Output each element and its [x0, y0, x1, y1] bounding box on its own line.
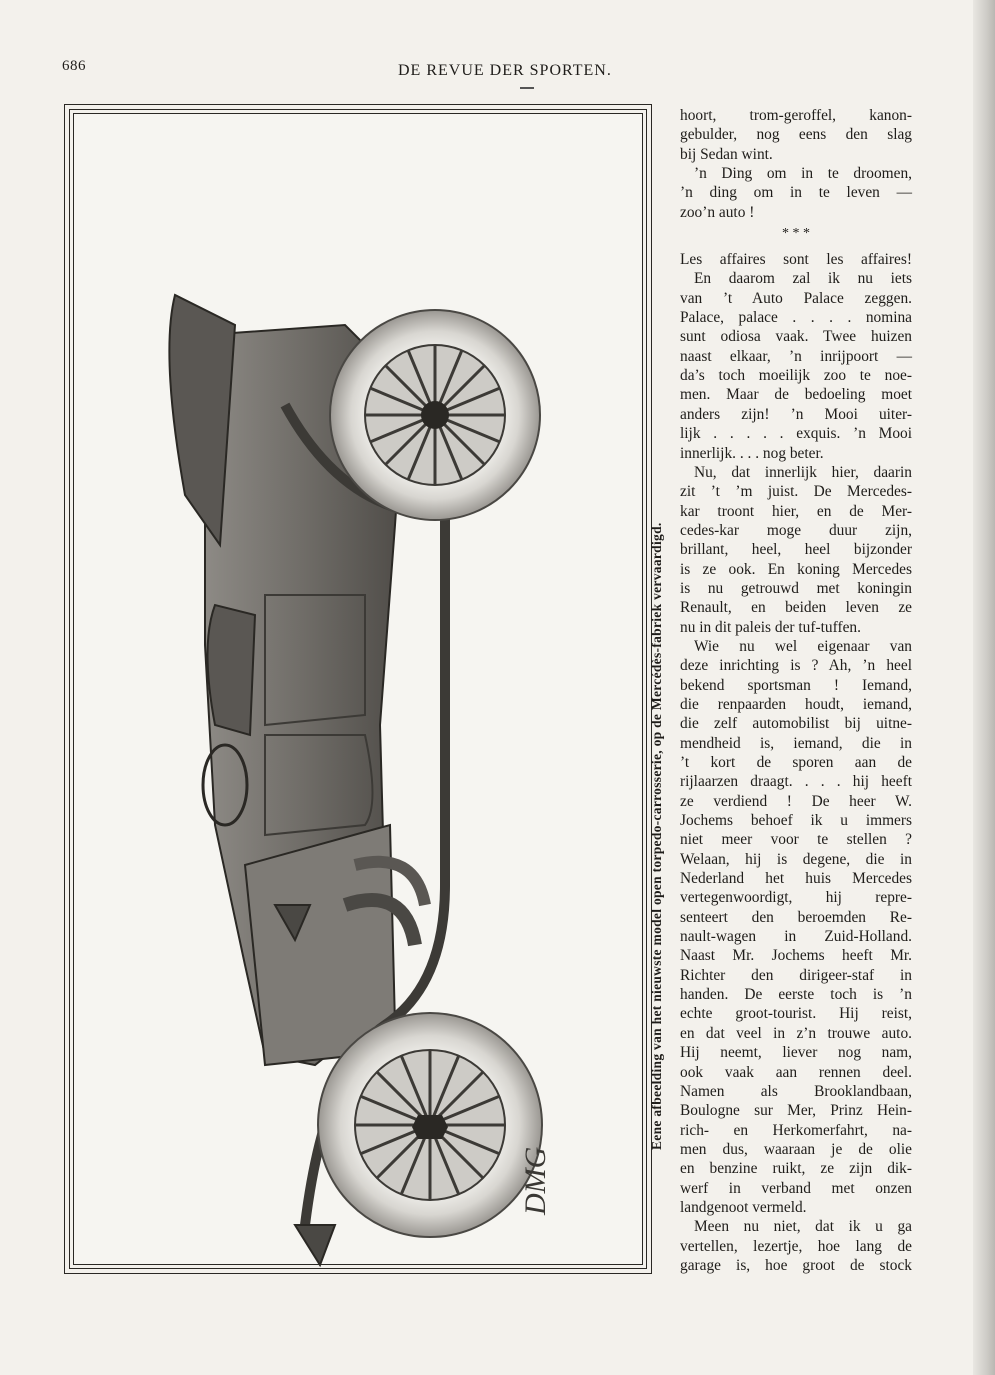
line: deze inrichting is ? Ah, ’n heel [680, 657, 912, 675]
line: en dat veel in z’n trouwe auto. [680, 1024, 912, 1042]
line: van ’t Auto Palace zeggen. [680, 289, 912, 307]
line: innerlijk. . . . nog beter. [680, 444, 824, 462]
line: niet meer voor te stellen ? [680, 831, 912, 849]
line: Welaan, hij is degene, die in [680, 850, 912, 868]
line: ’n Ding om in te droomen, [694, 165, 912, 183]
line: lijk . . . . . exquis. ’n Mooi [680, 425, 912, 443]
paragraph-5 [680, 637, 912, 1217]
section-separator: * * * [782, 226, 810, 242]
line: Jochems behoef ik u immers [680, 812, 912, 830]
line: bekend sportsman ! Iemand, [680, 676, 912, 694]
line: rich- en Herkomerfahrt, na- [680, 1121, 912, 1139]
line: hoort, trom-geroffel, kanon- [680, 107, 912, 124]
page-edge [973, 0, 995, 1375]
running-head: DE REVUE DER SPORTEN. [398, 62, 612, 79]
line: men. Maar de bedoeling moet [680, 386, 912, 404]
paragraph-6 [680, 1217, 912, 1275]
line: gebulder, nog eens den slag [680, 126, 912, 144]
line: ’t kort de sporen aan de [680, 754, 912, 771]
line: kar troont hier, en de Mer- [680, 502, 912, 520]
line: vertellen, lezertje, hoe lang de [680, 1237, 912, 1255]
line: Boulogne sur Mer, Prinz Hein- [680, 1102, 912, 1120]
line: brillant, heel, heel bijzonder [680, 541, 912, 559]
line: zoo’n auto ! [680, 203, 755, 221]
line: garage is, hoe groot de stock [680, 1256, 912, 1274]
line: sunt odiosa vaak. Twee huizen [680, 328, 912, 346]
front-wheel [318, 1013, 542, 1237]
paragraph-3 [680, 250, 912, 463]
line: werf in verband met onzen [680, 1179, 912, 1197]
line: Nu, dat innerlijk hier, daarin [694, 463, 912, 481]
page-number: 686 [62, 58, 86, 74]
car-illustration [145, 265, 585, 1275]
line: Hij neemt, liever nog nam, [680, 1044, 912, 1062]
line: echte groot-tourist. Hij reist, [680, 1005, 912, 1023]
line: is nu getrouwd met koningin [680, 579, 912, 597]
line: cedes-kar moge duur zijn, [680, 521, 912, 539]
line: Naast Mr. Jochems heeft Mr. [680, 947, 912, 965]
line: men dus, waaraan je de olie [680, 1140, 912, 1158]
line: is ze ook. En koning Mercedes [680, 560, 912, 578]
line: Renault, en beiden leven ze [680, 599, 912, 617]
line: zit ’t ’m juist. De Mercedes- [680, 483, 912, 501]
line: da’s toch moeilijk zoo te noe- [680, 367, 912, 385]
line: Nederland het huis Mercedes [680, 870, 912, 888]
line: Wie nu wel eigenaar van [694, 637, 912, 655]
line: die zelf automobilist bij uitne- [680, 715, 912, 733]
line: rijlaarzen draagt. . . . hij heeft [680, 773, 912, 791]
line: en benzine ruikt, ze zijn dik- [680, 1160, 912, 1178]
line: Palace, palace . . . . nomina [680, 309, 912, 327]
line: Richter den dirigeer-staf in [680, 966, 912, 984]
line: Meen nu niet, dat ik u ga [694, 1218, 912, 1236]
rear-wheel [330, 310, 540, 520]
line: handen. De eerste toch is ’n [680, 986, 912, 1004]
line: Les affaires sont les affaires! [680, 251, 912, 269]
paragraph-2 [680, 164, 912, 222]
ornament-mark [520, 87, 534, 89]
line: nu in dit paleis der tuf-tuffen. [680, 618, 861, 636]
line: ’n ding om in te leven — [680, 184, 912, 202]
line: senteert den beroemden Re- [680, 908, 912, 926]
line: anders zijn! ’n Mooi uiter- [680, 405, 912, 423]
line: bij Sedan wint. [680, 145, 773, 163]
paragraph-4 [680, 463, 912, 637]
headlamp [295, 1225, 335, 1265]
line: En daarom zal ik nu iets [694, 270, 912, 288]
figure-caption: Eene afbeelding van het nieuwste model open torpedo-carrosserie, op de Mercédès-fabriek vervaardigd. [649, 522, 664, 1150]
line: nault-wagen in Zuid-Holland. [680, 928, 912, 946]
line: mendheid is, iemand, die in [680, 734, 912, 752]
line: die renpaarden houdt, iemand, [680, 695, 912, 713]
line: vertegenwoordigt, hij repre- [680, 889, 912, 907]
line: ook vaak aan rennen deel. [680, 1063, 912, 1081]
illustration-frame [64, 104, 664, 1274]
artist-signature: DMG [519, 1146, 552, 1215]
line: ze verdiend ! De heer W. [680, 792, 912, 810]
line: Namen als Brooklandbaan, [680, 1082, 912, 1100]
paragraph-1 [680, 106, 912, 164]
line: naast elkaar, ’n inrijpoort — [680, 347, 912, 365]
line: landgenoot vermeld. [680, 1198, 807, 1216]
article-column [680, 106, 912, 1275]
front-seat [208, 605, 256, 735]
